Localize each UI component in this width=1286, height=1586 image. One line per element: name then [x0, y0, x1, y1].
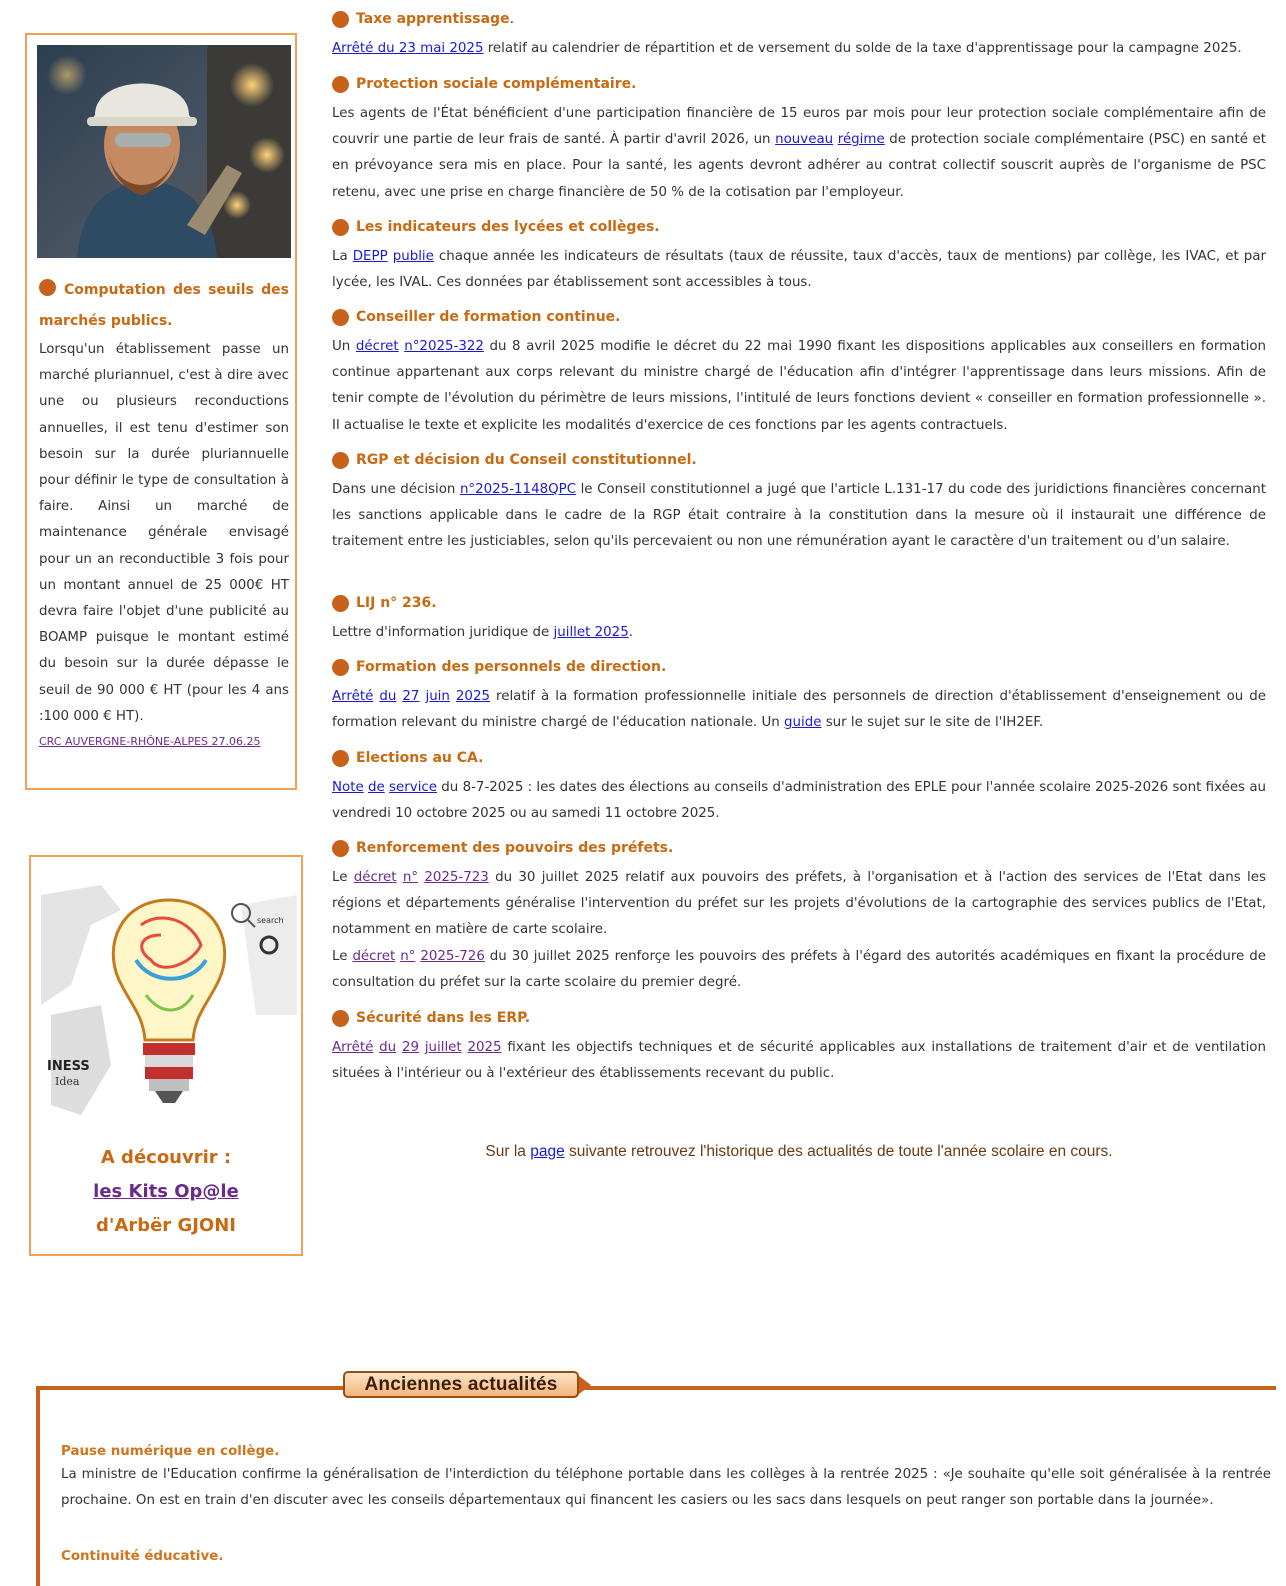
regime-link[interactable]: régime — [837, 132, 885, 148]
decret-number-link[interactable]: n°2025-322 — [404, 339, 484, 354]
bullet-icon — [332, 309, 349, 326]
bullet-icon — [332, 11, 349, 28]
news-title: LIJ n° 236. — [356, 595, 437, 611]
page-link[interactable]: page — [530, 1143, 565, 1160]
note-link[interactable]: Note — [332, 780, 364, 795]
svg-text:search: search — [257, 916, 284, 925]
news-text: Lettre d'information juridique de — [332, 625, 554, 640]
news-body — [332, 334, 1266, 439]
old-news-title: Continuité éducative. — [61, 1549, 224, 1564]
news-text: du 30 juillet 2025 relatif aux pouvoirs des préfets, à l'organisation et à l'action des services de l'Etat dans les régions et départements généralise l'intervention du préfet sur les projets d'évolutions de la cartographie des services publics de l'Etat, notamment en matière de carte scolaire. — [332, 870, 1266, 938]
old-news-item — [61, 1547, 1271, 1567]
news-heading: Taxe apprentissage . — [332, 9, 1266, 29]
decret-link[interactable]: décret — [352, 948, 396, 964]
crc-source-link[interactable]: CRC AUVERGNE-RHÔNE-ALPES 27.06.25 — [39, 735, 261, 749]
decision-qpc-link[interactable]: n°2025-1148QPC — [459, 482, 577, 497]
news-text: Les agents de l'État bénéficient d'une participation financière de 15 euros par mois pour leur protection sociale complémentaire afin de couvrir une partie de leur frais de santé. À partir d'avril 2026, un — [332, 106, 1266, 148]
old-news-title: Pause numérique en collège. — [61, 1444, 280, 1459]
news-heading — [332, 74, 1266, 94]
news-heading — [332, 593, 1266, 613]
news-body — [332, 244, 1266, 296]
marches-publics-body: Lorsqu'un établissement passe un marché pluriannuel, c'est à dire avec une ou plusieurs reconductions annuelles, il est tenu d'estimer son besoin sur la durée pluriannuelle pour définir le type de consultation à faire. Ainsi un marché de maintenance générale envisagé pour un an reconductible 3 fois pour un montant annuel de 25 000€ HT devra faire l'objet d'une publicité au BOAMP puisque le montant estimé du besoin sur la durée dépasse le seuil de 90 000 € HT (pour les 4 ans :100 000 € HT). — [39, 342, 289, 724]
news-text: de protection sociale complémentaire (PSC) en santé et en prévoyance sera mis en place. Pour la santé, les agents devront adhérer au contrat collectif souscrit auprès de l'organisme de PSC retenu, avec une prise en charge financière de 50 % de la cotisation par l'employeur. — [332, 132, 1267, 200]
svg-text:INESS: INESS — [47, 1059, 90, 1074]
news-erp — [332, 1008, 1266, 1087]
numero-link[interactable]: n° — [400, 948, 416, 964]
news-title: Conseiller de formation continue. — [356, 309, 621, 325]
news-body — [332, 620, 1266, 646]
news-text: Le — [332, 948, 353, 964]
news-prefets — [332, 838, 1266, 996]
news-text: relatif au calendrier de répartition et de versement du solde de la taxe d'apprentissage pour la campagne 2025. — [483, 41, 1242, 56]
arrete-taxe-link[interactable]: Arrêté du 23 mai 2025 — [332, 41, 484, 56]
section-border — [36, 1386, 40, 1586]
news-title: RGP et décision du Conseil constitutionnel. — [356, 452, 697, 468]
news-heading — [332, 1008, 1266, 1028]
anciennes-actualites-badge: Anciennes actualités — [343, 1371, 579, 1398]
news-title: Formation des personnels de direction. — [356, 659, 667, 675]
news-title: Sécurité dans les ERP. — [356, 1010, 531, 1026]
news-text: fixant les objectifs techniques et de sécurité applicables aux installations de traitement d'air et de ventilation situées à l'intérieur ou à l'extérieur des établissements recevant du public. — [332, 1040, 1266, 1082]
decret-726-link[interactable]: 2025-726 — [420, 948, 485, 964]
news-title: Renforcement des pouvoirs des préfets. — [356, 840, 674, 856]
news-heading — [332, 217, 1266, 237]
kits-opale-link[interactable]: les Kits Op@le — [93, 1181, 239, 1202]
electrician-photo — [37, 45, 291, 258]
old-news-item — [61, 1442, 1271, 1514]
news-body — [332, 775, 1266, 827]
news-body — [332, 944, 1266, 996]
news-title: Protection sociale complémentaire. — [356, 76, 637, 92]
kits-opale-box — [29, 855, 303, 1256]
anciennes-actualites-section — [36, 1374, 1286, 1586]
news-body — [332, 36, 1266, 62]
news-text: Le — [332, 870, 354, 885]
news-title: Les indicateurs des lycées et collèges. — [356, 219, 660, 235]
news-body — [332, 1035, 1266, 1087]
news-title: Taxe apprentissage — [356, 11, 510, 27]
bullet-icon — [332, 76, 349, 93]
marches-publics-block — [39, 275, 289, 752]
du-link[interactable]: du — [379, 1040, 397, 1055]
news-rgp — [332, 450, 1266, 556]
news-text: du 8 avril 2025 modifie le décret du 22 mai 1990 fixant les dispositions applicables aux conseillers en formation continue appartenant aux corps relevant du ministre chargé de l'éducation afin d'intégrer l'apprentissage dans leurs missions. Afin de tenir compte de l'évolution du périmètre de leurs missions, l'intitulé de leurs fonctions devient « conseiller en formation professionnelle ». Il actualise le texte et explicite les modalités d'exercice de ces fonctions par les agents contractuels. — [332, 339, 1266, 433]
news-indicateurs — [332, 217, 1266, 296]
bullet-icon — [332, 1010, 349, 1027]
publie-link[interactable]: publie — [392, 249, 434, 264]
news-text: . — [628, 625, 633, 640]
de-link[interactable]: de — [368, 780, 385, 795]
month-link[interactable]: juin — [425, 689, 450, 704]
svg-text:Idea: Idea — [55, 1075, 80, 1088]
marches-publics-heading — [39, 275, 289, 337]
news-body — [332, 101, 1266, 206]
news-text: chaque année les indicateurs de résultats (taux de réussite, taux d'accès, taux de mentions) par collège, les IVAC, et par lycée, les IVAL. Ces données par établissement sont accessibles à tous. — [332, 249, 1266, 291]
news-text: relatif à la formation professionnelle initiale des personnels de direction d'établissement d'enseignement ou de formation relevant du ministre chargé de l'éducation nationale. Un — [332, 689, 1266, 731]
old-news-text: La ministre de l'Education confirme la généralisation de l'interdiction du téléphone portable dans les collèges à la rentrée 2025 : «Je souhaite qu'elle soit généralisée à la rentrée prochaine. On est en train d'en discuter avec les conseils départementaux qui financent les casiers ou les sacs dans lesquels on peut ranger son portable dans la journée». — [61, 1467, 1271, 1508]
depp-link[interactable]: DEPP — [352, 249, 388, 264]
bullet-icon — [332, 219, 349, 236]
news-text: du 8-7-2025 : les dates des élections au conseils d'administration des EPLE pour l'année scolaire 2025-2026 sont fixées au vendredi 10 octobre 2025 ou au samedi 11 octobre 2025. — [332, 780, 1267, 822]
bullet-icon — [332, 452, 349, 469]
marches-publics-title: Computation des seuils des marchés publics. — [39, 282, 289, 329]
next-text: suivante retrouvez l'historique des actualités de toute l'année scolaire en cours. — [564, 1143, 1113, 1160]
nouveau-link[interactable]: nouveau — [775, 132, 834, 148]
kits-author: d'Arbër GJONI — [96, 1215, 236, 1236]
news-elections — [332, 748, 1266, 827]
guide-link[interactable]: guide — [784, 715, 822, 731]
news-text: Un — [332, 339, 356, 354]
service-link[interactable]: service — [389, 780, 438, 795]
next-page-note — [332, 1143, 1266, 1161]
arrete-link[interactable]: Arrêté — [332, 1040, 374, 1055]
month-link[interactable]: juillet — [424, 1040, 462, 1055]
news-text: le Conseil constitutionnel a jugé que l'article L.131-17 du code des juridictions financières concernant les sanctions applicable dans le cadre de la RGP était contraire à la constitution dans la mesure où il instaurait une différence de traitement entre les justiciables, selon qu'ils percevaient ou non une rémunération ayant le caractère d'un traitement ou d'un salaire. — [332, 482, 1266, 550]
kits-intro: A découvrir : — [100, 1147, 232, 1168]
bullet-icon — [332, 840, 349, 857]
lij-juillet-link[interactable]: juillet 2025 — [553, 625, 629, 640]
news-body — [332, 684, 1266, 736]
news-text: sur le sujet sur le site de l'IH2EF. — [821, 715, 1044, 731]
news-text: Dans une décision — [332, 482, 460, 497]
news-heading — [332, 307, 1266, 327]
kits-opale-caption — [31, 1141, 301, 1243]
day-link[interactable]: 27 — [402, 689, 420, 704]
news-cfc — [332, 307, 1266, 439]
news-body — [332, 477, 1266, 556]
decret-723-link[interactable]: 2025-723 — [424, 870, 489, 885]
news-taxe — [332, 9, 1266, 62]
decret-link[interactable]: décret — [355, 339, 399, 354]
decret-link[interactable]: décret — [353, 870, 397, 885]
marches-publics-box — [25, 33, 297, 790]
day-link[interactable]: 29 — [401, 1040, 420, 1055]
year-link[interactable]: 2025 — [467, 1040, 502, 1055]
bullet-icon — [39, 279, 56, 296]
arrete-link[interactable]: Arrêté — [332, 689, 374, 704]
news-heading — [332, 450, 1266, 470]
news-heading — [332, 748, 1266, 768]
bullet-icon — [332, 750, 349, 767]
bullet-icon — [332, 659, 349, 676]
year-link[interactable]: 2025 — [455, 689, 490, 704]
news-formation — [332, 657, 1266, 736]
next-text: Sur la — [485, 1143, 531, 1160]
news-body — [332, 865, 1266, 944]
bullet-icon — [332, 595, 349, 612]
news-title: Elections au CA. — [356, 750, 484, 766]
news-lij — [332, 593, 1266, 646]
news-text: du 30 juillet 2025 renforçe les pouvoirs des préfets à l'égard des autorités académiques en fixant la procédure de consultation du préfet sur la carte scolaire du premier degré. — [332, 948, 1266, 990]
news-psc — [332, 74, 1266, 206]
du-link[interactable]: du — [379, 689, 397, 704]
news-text: La — [332, 249, 353, 264]
lightbulb-illustration — [41, 865, 297, 1135]
numero-link[interactable]: n° — [402, 870, 419, 885]
section-divider — [36, 1386, 1276, 1390]
news-heading — [332, 657, 1266, 677]
news-heading — [332, 838, 1266, 858]
